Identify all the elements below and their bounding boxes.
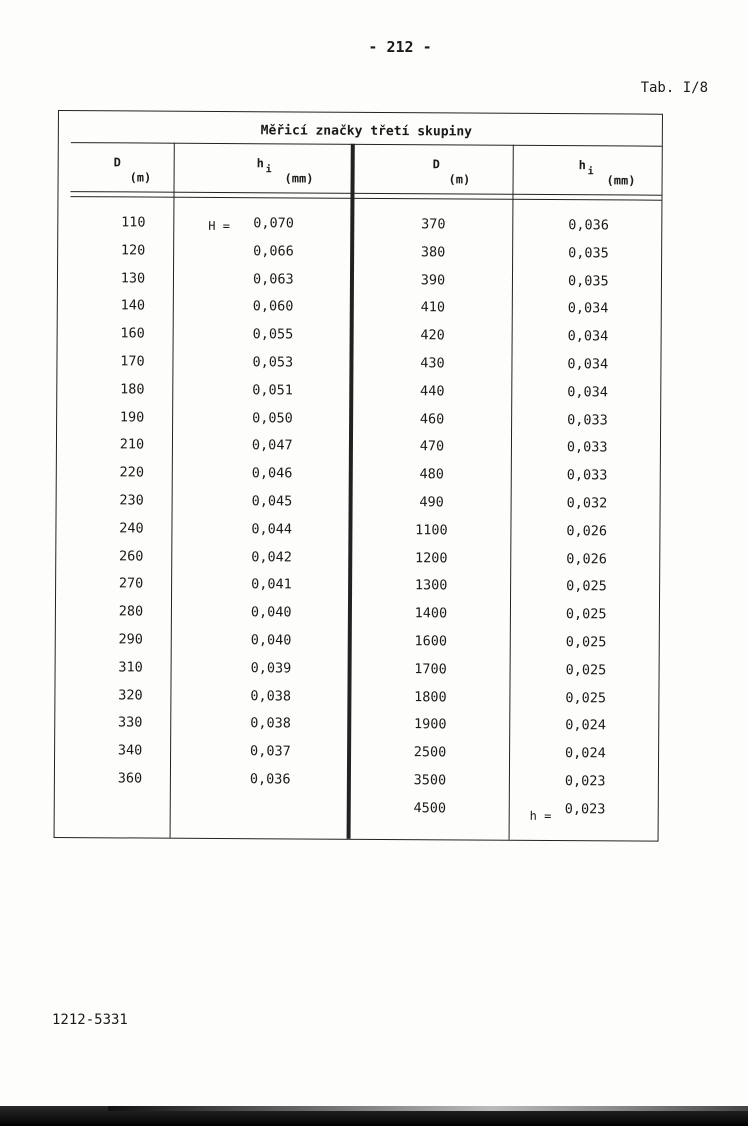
- table-cell: 490: [419, 494, 444, 511]
- column-divider: [509, 145, 514, 840]
- data-table: [54, 110, 663, 842]
- table-cell: 340: [117, 742, 143, 759]
- table-cell: 0,023: [564, 773, 606, 790]
- table-cell: 0,040: [250, 604, 292, 621]
- table-cell: 270: [118, 575, 144, 592]
- table-cell: 0,036: [249, 771, 291, 788]
- table-cell: 0,024: [565, 745, 606, 762]
- table-cell: 0,050: [252, 409, 293, 427]
- header-unit: (mm): [606, 173, 636, 188]
- table-cell: 180: [120, 381, 145, 398]
- table-cell: 0,035: [567, 272, 609, 289]
- table-cell: 290: [118, 631, 144, 648]
- table-cell: 0,045: [251, 493, 293, 510]
- table-cell: 1600: [414, 633, 448, 650]
- header-symbol: D: [113, 155, 121, 170]
- table-cell: 0,038: [250, 715, 291, 732]
- table-cell: 380: [420, 244, 446, 261]
- table-cell: 420: [420, 327, 445, 344]
- header-symbol: D: [432, 157, 440, 172]
- table-cell: 1200: [414, 549, 448, 566]
- right-prefix-label: h =: [529, 808, 552, 824]
- table-cell: 0,040: [250, 632, 292, 649]
- table-cell: 310: [118, 659, 143, 676]
- table-cell: 280: [118, 603, 144, 620]
- table-cell: 0,055: [252, 326, 294, 343]
- table-cell: 3500: [413, 772, 447, 789]
- page-number: - 212 -: [368, 38, 432, 56]
- header-unit: (mm): [284, 171, 314, 186]
- header-unit: (m): [129, 170, 152, 185]
- document-code: 1212-5331: [52, 1012, 128, 1028]
- table-cell: 0,070: [253, 215, 295, 232]
- table-cell: 0,025: [566, 578, 607, 595]
- table-cell: 240: [119, 520, 144, 537]
- table-cell: 440: [420, 383, 445, 400]
- table-cell: 4500: [413, 799, 447, 817]
- table-cell: 1700: [414, 660, 447, 678]
- table-cell: 0,034: [567, 383, 608, 401]
- table-cell: 210: [119, 436, 145, 453]
- table-cell: 0,026: [566, 522, 608, 540]
- table-cell: 1800: [414, 688, 447, 705]
- table-cell: 1900: [413, 716, 447, 733]
- table-cell: 0,025: [565, 634, 607, 651]
- table-cell: 0,037: [250, 743, 291, 760]
- table-cell: 0,051: [252, 381, 293, 399]
- table-cell: 0,063: [252, 270, 294, 288]
- table-cell: 460: [419, 410, 445, 427]
- table-cell: 0,033: [566, 467, 608, 484]
- scan-edge-bar: [0, 1106, 748, 1126]
- table-cell: 0,038: [250, 687, 292, 705]
- table-cell: 0,042: [251, 548, 292, 566]
- table-reference: Tab. I/8: [640, 80, 708, 96]
- header-symbol: h: [256, 156, 264, 171]
- table-cell: 410: [420, 299, 446, 316]
- table-cell: 0,034: [567, 328, 609, 345]
- column-divider: [170, 143, 175, 838]
- table-cell: 1400: [414, 605, 448, 622]
- table-cell: 0,025: [565, 689, 607, 706]
- table-cell: 0,026: [566, 550, 607, 567]
- table-cell: 0,036: [568, 217, 609, 234]
- table-cell: 480: [419, 466, 445, 483]
- table-cell: 0,025: [565, 661, 607, 679]
- table-cell: 0,046: [251, 465, 293, 482]
- header-unit: (m): [448, 172, 471, 187]
- table-cell: 260: [119, 547, 144, 565]
- table-cell: 190: [119, 408, 145, 426]
- table-cell: 1100: [415, 521, 448, 539]
- table-cell: 120: [120, 242, 146, 259]
- table-cell: 360: [117, 770, 143, 787]
- table-cell: 220: [119, 464, 145, 481]
- table-cell: 140: [120, 297, 146, 314]
- table-cell: 0,034: [567, 356, 609, 373]
- table-cell: 0,032: [566, 495, 608, 512]
- table-cell: 0,034: [567, 300, 609, 317]
- table-cell: 0,039: [250, 659, 292, 677]
- table-cell: 0,025: [565, 606, 607, 623]
- table-cell: 0,041: [251, 576, 292, 593]
- header-subscript: i: [587, 166, 594, 178]
- header-rule: [70, 191, 661, 201]
- table-cell: 1300: [414, 577, 448, 594]
- table-cell: 0,053: [252, 354, 294, 371]
- table-cell: 0,023: [564, 800, 606, 818]
- table-cell: 0,044: [251, 520, 293, 538]
- table-cell: 160: [120, 325, 145, 342]
- table-cell: 0,060: [252, 298, 294, 315]
- table-cell: 370: [421, 216, 446, 233]
- table-cell: 470: [419, 438, 445, 455]
- table-cell: 170: [120, 353, 145, 370]
- table-cell: 0,033: [566, 439, 608, 456]
- table-cell: 130: [120, 269, 146, 287]
- table-cell: 230: [119, 492, 144, 509]
- table-cell: 0,035: [568, 244, 609, 262]
- table-cell: 330: [118, 714, 143, 731]
- header-subscript: i: [265, 164, 272, 176]
- header-symbol: h: [578, 158, 586, 173]
- table-title: Měřicí značky třetí skupiny: [71, 111, 662, 147]
- table-cell: 320: [118, 686, 143, 704]
- left-prefix-label: H =: [208, 218, 231, 234]
- table-cell: 2500: [413, 744, 447, 761]
- table-cell: 390: [420, 271, 446, 288]
- table-cell: 110: [121, 214, 146, 231]
- table-cell: 0,024: [565, 717, 606, 734]
- table-cell: 0,047: [251, 437, 293, 454]
- table-cell: 0,033: [567, 411, 608, 428]
- table-cell: 0,066: [253, 242, 294, 260]
- table-cell: 430: [420, 355, 445, 372]
- column-divider-center: [347, 144, 355, 839]
